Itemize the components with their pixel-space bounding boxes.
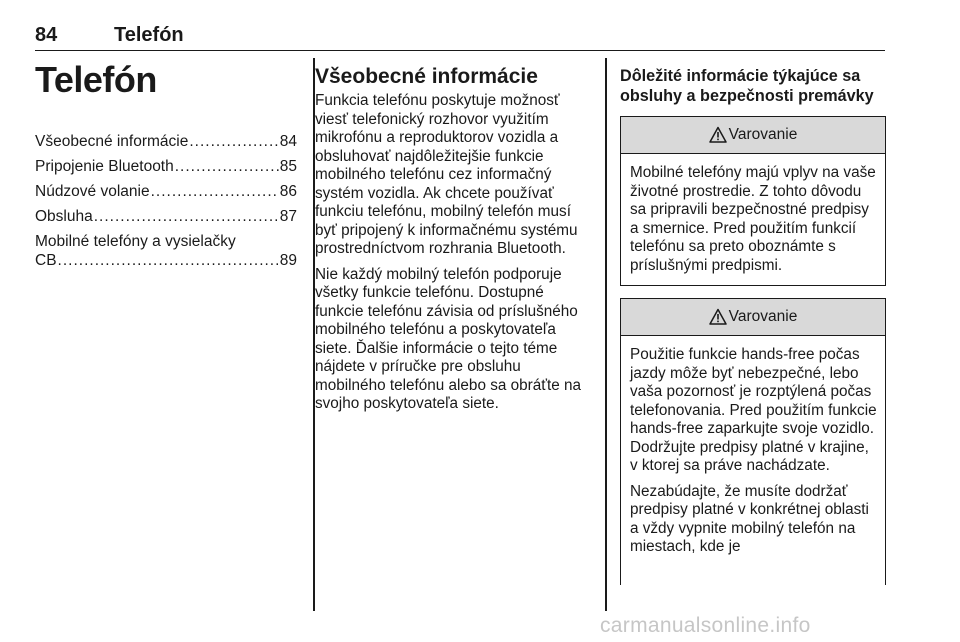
toc-item-emergency[interactable]	[35, 182, 297, 201]
warning-body	[621, 336, 885, 567]
section-heading: Dôležité informácie týkajúce sa obsluhy a bezpečnosti premávky	[620, 67, 874, 105]
toc-item-label: Mobilné telefóny a vysielačky	[35, 233, 236, 250]
safety-column	[620, 66, 886, 597]
warning-box	[620, 298, 886, 585]
toc-leader	[151, 182, 279, 201]
toc-item-label: CB	[35, 252, 57, 269]
paragraph: Nie každý mobilný telefón podporuje všetky funkcie telefónu. Dostupné funkcie telefónu závisia od príslušného mobilného telefónu a poskytovateľa siete. Ďalšie informácie o tejto téme nájdete v príručke pre obsluhu mobilného telefónu alebo sa obráťte na svojho poskytovateľa siete.	[315, 265, 581, 412]
toc-leader	[175, 157, 279, 176]
toc-leader	[94, 207, 279, 226]
page-number: 84	[35, 24, 58, 46]
toc-column	[35, 60, 297, 276]
toc-item-bluetooth[interactable]	[35, 157, 297, 176]
chapter-title: Telefón	[35, 59, 157, 100]
warning-box	[620, 116, 886, 286]
toc-item-label: Núdzové volanie	[35, 183, 150, 200]
warning-header	[621, 117, 885, 154]
section-heading: Všeobecné informácie	[315, 65, 538, 88]
watermark: carmanualsonline.info	[600, 614, 811, 637]
toc-leader	[58, 251, 279, 270]
column-divider	[605, 58, 607, 611]
paragraph: Použitie funkcie hands-free počas jazdy môže byť nebezpečné, lebo vaša pozornosť je rozptýlená počas telefonovania. Pred použitím funkcie hands-free zaparkujte svoje vozidlo. Dodržujte predpisy platné v krajine, v ktorej sa práve nachádzate.	[630, 346, 877, 474]
running-title: Telefón	[114, 24, 184, 46]
warning-triangle-icon	[709, 126, 727, 144]
toc-item-page: 84	[279, 133, 297, 150]
paragraph: Funkcia telefónu poskytuje možnosť viesť telefonický rozhovor využitím mikrofónu a reproduktorov vozidla a obsluhovať najdôležitejšie funkcie mobilného telefónu cez informačný systém vozidla. Ak chcete používať funkciu telefónu, mobilný telefón musí byť pripojený k informačnému systému prostredníctvom rozhrania Bluetooth.	[315, 92, 578, 257]
toc-item-page: 89	[279, 252, 297, 269]
warning-label: Varovanie	[728, 126, 798, 143]
warning-header	[621, 299, 885, 336]
warning-label: Varovanie	[728, 308, 798, 325]
table-of-contents	[35, 132, 297, 270]
toc-item-cb[interactable]	[35, 232, 297, 270]
toc-item-general[interactable]	[35, 132, 297, 151]
general-info-column	[315, 64, 594, 421]
page-header	[35, 24, 885, 51]
toc-item-page: 86	[279, 183, 297, 200]
toc-item-label: Všeobecné informácie	[35, 133, 189, 150]
paragraph: Nezabúdajte, že musíte dodržať predpisy platné v konkrétnej oblasti a vždy vypnite mobilný telefón na miestach, kde je	[630, 482, 869, 555]
toc-item-page: 87	[279, 208, 297, 225]
toc-item-operation[interactable]	[35, 207, 297, 226]
toc-item-page: 85	[279, 158, 297, 175]
warning-body	[621, 154, 885, 285]
warning-triangle-icon	[709, 308, 727, 326]
paragraph: Mobilné telefóny majú vplyv na vaše životné prostredie. Z tohto dôvodu sa pripravili bezpečnostné predpisy a smernice. Pred použitím funkcií telefónu sa preto oboznámte s príslušnými predpismi.	[630, 164, 876, 274]
toc-leader	[189, 132, 278, 151]
toc-item-label: Pripojenie Bluetooth	[35, 158, 174, 175]
toc-item-label: Obsluha	[35, 208, 93, 225]
